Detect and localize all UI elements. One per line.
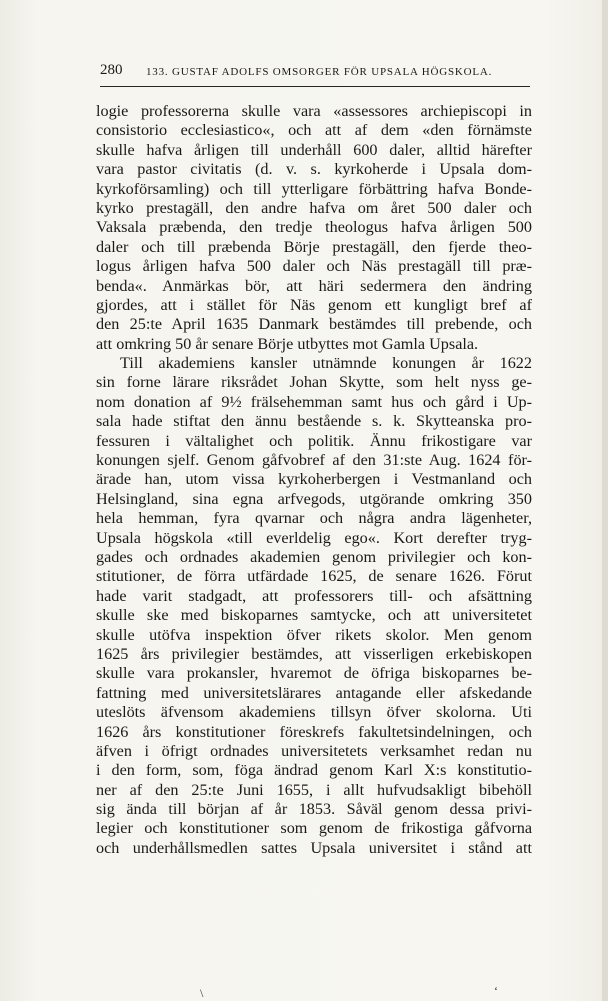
text-line: gades och ordnades akademien genom privilegier och kon- — [96, 547, 532, 566]
text-line: kyrko prestagäll, den andre hafva om året 500 daler och — [96, 198, 532, 217]
text-line: äfven i öfrigt ordnades universitetets verksamhet redan nu — [96, 741, 532, 760]
text-line: daler och till præbenda Börje prestagäll, den fjerde theo- — [96, 237, 532, 256]
text-line: skulle ske med biskoparnes samtycke, och att universitetet — [96, 606, 532, 625]
text-line: konungen sjelf. Genom gåfvobref af den 31:ste Aug. 1624 för- — [96, 451, 532, 470]
text-line: skulle vara prokansler, hvaremot de öfriga biskoparnes be- — [96, 664, 532, 683]
text-line: i den form, som, föga ändrad genom Karl X:s konstitutio- — [96, 761, 532, 780]
page-header — [100, 60, 530, 87]
text-line: ärade han, utom vissa kyrkoherbergen i Vestmanland och — [96, 470, 532, 489]
text-line: sin forne lärare riksrådet Johan Skytte, som helt nyss ge- — [96, 373, 532, 392]
text-line: 1625 års privilegier bestämdes, att visserligen erkebiskopen — [96, 644, 532, 663]
text-line: Helsingland, sina egna arfvegods, utgörande omkring 350 — [96, 489, 532, 508]
text-line: logie professorerna skulle vara «assessores archiepiscopi in — [96, 102, 532, 120]
text-line: att omkring 50 år senare Börje utbyttes mot Gamla Upsala. — [96, 334, 479, 353]
text-line: ner af den 25:te Juni 1655, i allt hufvudsakligt bibehöll — [96, 780, 532, 799]
text-line: sig ända till början af år 1853. Såväl genom dessa privi- — [96, 800, 532, 819]
text-line: benda«. Anmärkas bör, att häri sedermera den ändring — [96, 276, 532, 295]
scan-mark: ‘ — [494, 984, 498, 998]
text-line: fattning med universitetslärares antagande eller afskedande — [96, 683, 532, 702]
text-line: och underhållsmedlen sattes Upsala universitet i stånd att — [96, 838, 532, 857]
text-line: stitutioner, de förra utfärdade 1625, de senare 1626. Förut — [96, 567, 532, 586]
text-line: vara pastor civitatis (d. v. s. kyrkoherde i Upsala dom- — [96, 160, 532, 179]
scan-mark: \ — [200, 986, 204, 1000]
text-line: logus årligen hafva 500 daler och Näs prestagäll till præ- — [96, 257, 532, 276]
text-line: legier och konstitutioner som genom de frikostiga gåfvorna — [96, 819, 532, 838]
text-line: skulle hafva årligen till underhåll 600 daler, alltid härefter — [96, 140, 532, 159]
page-edge — [602, 0, 608, 1001]
text-line: Upsala högskola «till everldelig ego«. Kort derefter tryg- — [96, 528, 532, 547]
text-line: hade varit stadgadt, att professorers till- och afsättning — [96, 586, 532, 605]
text-line: Vaksala præbenda, den tredje theologus hafva årligen 500 — [96, 218, 532, 237]
text-line: Till akademiens kansler utnämnde konungen år 1622 — [120, 354, 532, 373]
text-line: hela hemman, fyra qvarnar och några andra lägenheter, — [96, 509, 532, 528]
text-line: den 25:te April 1635 Danmark bestämdes till prebende, och — [96, 315, 532, 334]
text-line: uteslöts äfvensom akademiens tillsyn öfver skolorna. Uti — [96, 703, 532, 722]
text-line: 1626 års konstitutioner föreskrefs fakultetsindelningen, och — [96, 722, 532, 741]
body-text — [96, 102, 532, 858]
text-line: skulle utöfva inspektion öfver rikets skolor. Men genom — [96, 625, 532, 644]
text-line: fessuren i vältalighet och politik. Ännu frikostigare var — [96, 431, 532, 450]
running-title: 133. GUSTAF ADOLFS OMSORGER FÖR UPSALA HÖGSKOLA. — [146, 66, 493, 78]
page-number: 280 — [100, 62, 123, 78]
text-line: kyrkoförsamling) och till ytterligare förbättring hafva Bonde- — [96, 179, 532, 198]
text-line: sala hade stiftat den ännu bestående s. k. Skytteanska pro- — [96, 412, 532, 431]
text-line: consistorio ecclesiastico«, och att af dem «den förnämste — [96, 121, 532, 140]
text-line: nom donation af 9½ frälsehemman samt hus och gård i Up- — [96, 392, 532, 411]
text-line: gjordes, att i stället för Näs genom ett kungligt bref af — [96, 295, 532, 314]
